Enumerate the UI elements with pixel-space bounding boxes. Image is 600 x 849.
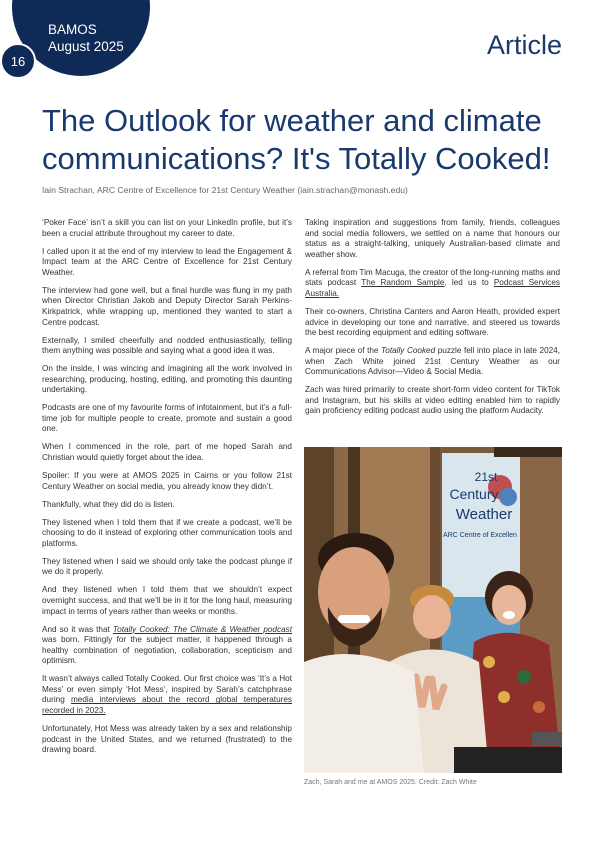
paragraph: Taking inspiration and suggestions from family, friends, colleagues and social media followers, we settled on a name that honours our status as a straight-talking, uniquely Australian-based climate and weather show.	[305, 218, 560, 259]
issue-date: August 2025	[48, 39, 124, 54]
sign-subtext: ARC Centre of Excellen	[443, 532, 517, 539]
paragraph: ‘Poker Face’ isn’t a skill you can list on your LinkedIn profile, but it’s been a crucial attribute throughout my career to date.	[42, 218, 292, 238]
paragraph: Externally, I smiled cheerfully and nodded enthusiastically, telling them anything was possible and saying what a good idea it was.	[42, 335, 292, 356]
paragraph: Zach was hired primarily to create short-form video content for TikTok and Instagram, but his skills at video editing enabled him to rapidly gain proficiency editing podcast audio using the platform Audacity.	[305, 385, 560, 416]
paragraph: Their co-owners, Christina Canters and Aaron Heath, provided expert advice in developing our tone and narrative, and steered us towards the best recording equipment and editing software.	[305, 306, 560, 338]
right-column	[305, 218, 560, 424]
paragraph: A major piece of the Totally Cooked puzzle fell into place in late 2024, when Zach White joined 21st Century Weather as our Communications Advisor—Video & Social Media.	[305, 346, 560, 377]
paragraph: Spoiler: If you were at AMOS 2025 in Cairns or you follow 21st Century Weather on social media, you already know they didn’t.	[42, 471, 292, 491]
paragraph: When I commenced in the role, part of me hoped Sarah and Christian would quietly forget about the idea.	[42, 442, 292, 463]
article-photo	[304, 447, 562, 773]
paragraph: And so it was that Totally Cooked: The Climate & Weather podcast was born. Fittingly for the subject matter, it happened through a healthy combination of negotiation, collaboration, scepticism and optimism.	[42, 624, 292, 666]
sign-text: Century	[449, 486, 499, 502]
media-interviews-link[interactable]: media interviews about the record global temperatures recorded in 2023.	[42, 695, 293, 716]
paragraph: Thankfully, what they did do is listen.	[42, 499, 175, 509]
paragraph: They listened when I told them that if we create a podcast, we’ll be choosing to do it instead of exploring other communication tools and platforms.	[42, 517, 292, 548]
paragraph: On the inside, I was wincing and imagining all the work involved in researching, producing, hosting, editing, and promoting this daunting undertaking.	[42, 364, 292, 395]
sign-text: 21st	[474, 470, 498, 484]
paragraph: The interview had gone well, but a final hurdle was flung in my path when Director Christian Jakob and Deputy Director Sarah Perkins-Kirkpatrick, while wrapping up, mentioned they wanted to start a Centre podcast.	[42, 285, 292, 327]
photo-caption: Zach, Sarah and me at AMOS 2025. Credit: Zach White	[304, 779, 477, 786]
podcast-services-link[interactable]: Podcast Services Australia.	[305, 278, 560, 298]
podcast-link[interactable]: Totally Cooked: The Climate & Weather podcast	[112, 624, 292, 634]
sign-text: Weather	[455, 506, 513, 523]
article-title: The Outlook for weather and climate communications? It's Totally Cooked!	[42, 103, 551, 176]
section-label: Article	[486, 30, 562, 60]
page-number: 16	[0, 43, 36, 79]
paragraph: And they listened when I told them that we shouldn’t expect overnight success, and that we’ll be in it for the long haul, measuring impact in terms of years rather than weeks or months.	[42, 585, 292, 616]
paragraph: Unfortunately, Hot Mess was already taken by a sex and relationship podcast in the United States, and we returned (frustrated) to the drawing board.	[42, 724, 292, 755]
paragraph: They listened when I said we should only take the podcast plunge if we do it properly.	[42, 556, 292, 577]
publication-name: BAMOS	[48, 22, 97, 37]
paragraph: Podcasts are one of my favourite forms of infotainment, but it’s a full-time job for multiple people to create, promote and sustain a good one.	[42, 403, 292, 434]
left-column	[42, 218, 292, 763]
paragraph: I called upon it at the end of my interview to lead the Engagement & Impact team at the ARC Centre of Excellence for 21st Century Weather.	[42, 246, 292, 277]
photo-illustration	[304, 447, 562, 773]
random-sample-link[interactable]: The Random Sample	[361, 278, 445, 288]
byline: Iain Strachan, ARC Centre of Excellence for 21st Century Weather (iain.strachan@monash.edu)	[42, 185, 408, 195]
masthead	[48, 21, 124, 55]
paragraph: It wasn’t always called Totally Cooked. Our first choice was ‘It’s a Hot Mess’ or even simply ‘Hot Mess’, inspired by Sarah’s catchphrase during media interviews about the record global temperatures recorded in 2023.	[42, 674, 293, 716]
paragraph: A referral from Tim Macuga, the creator of the long-running maths and stats podcast The Random Sample, led us to Podcast Services Australia.	[305, 267, 560, 298]
